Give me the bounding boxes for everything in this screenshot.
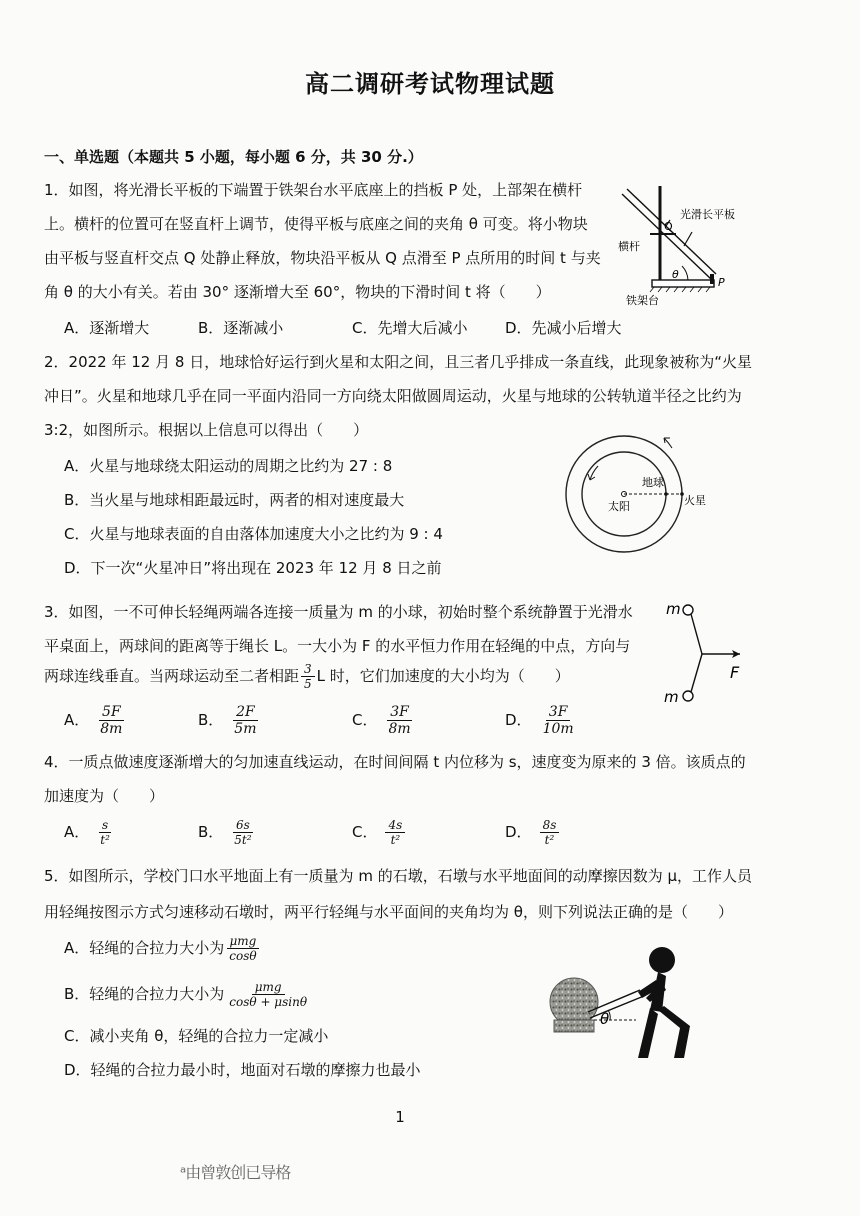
q1-option-c: C．先增大后减小 <box>352 319 468 337</box>
q3-b-num: 2F <box>233 704 258 721</box>
q3-option-c-label: C． <box>352 711 378 729</box>
q5-stone-figure <box>540 940 700 1064</box>
q4-option-b-frac <box>231 818 254 847</box>
q3-line-3-end: L 时，它们加速度的大小均为（ ） <box>316 667 570 685</box>
q5-option-b-text: B．轻绳的合拉力大小为 <box>64 985 225 1003</box>
q2-option-c: C．火星与地球表面的自由落体加速度大小之比约为 9 : 4 <box>64 525 443 543</box>
q5-option-b <box>64 980 310 1009</box>
q3-c-den: 8m <box>388 721 411 737</box>
q4-a-den: t² <box>100 833 110 847</box>
q4-option-d-frac <box>540 818 560 847</box>
page-number: 1 <box>395 1108 405 1126</box>
q2-mars-label: 火星 <box>684 494 706 507</box>
q1-theta-label: θ <box>672 268 679 281</box>
q4-option-a-frac <box>97 818 113 847</box>
q5-theta-label: θ <box>600 1010 610 1028</box>
q3-option-b-frac <box>231 704 259 737</box>
q3-f-label: F <box>730 663 740 682</box>
q5-option-c: C．减小夹角 θ，轻绳的合拉力一定减小 <box>64 1027 329 1045</box>
q1-line-3: 由平板与竖直杆交点 Q 处静止释放，物块沿平板从 Q 点滑至 P 点所用的时间 t 与夹 <box>44 249 601 267</box>
q3-three-fifths <box>301 662 315 691</box>
q2-option-b: B．当火星与地球相距最远时，两者的相对速度最大 <box>64 491 405 509</box>
q3-line-3 <box>44 662 570 691</box>
q5-option-a-frac <box>226 934 259 963</box>
q1-line-1: 1．如图，将光滑长平板的下端置于铁架台水平底座上的挡板 P 处，上部架在横杆 <box>44 181 583 199</box>
q5-a-num: μmg <box>227 934 260 949</box>
q5-b-den: cosθ + μsinθ <box>229 995 308 1009</box>
q2-option-d: D．下一次“火星冲日”将出现在 2023 年 12 月 8 日之前 <box>64 559 442 577</box>
q5-b-num: μmg <box>252 980 285 995</box>
q4-option-d <box>505 818 559 847</box>
q3-a-num: 5F <box>99 704 124 721</box>
q4-a-num: s <box>99 818 111 833</box>
q4-line-1: 4．一质点做速度逐渐增大的匀加速直线运动，在时间间隔 t 内位移为 s，速度变为原来的 3 倍。该质点的 <box>44 753 746 771</box>
q5-a-den: cosθ <box>229 949 257 963</box>
q3-b-den: 5m <box>234 721 257 737</box>
q3-a-den: 8m <box>100 721 123 737</box>
q2-orbit-figure <box>560 430 706 570</box>
q4-option-c-label: C． <box>352 823 378 841</box>
q3-m-bottom-label: m <box>664 688 679 706</box>
q3-frac-num: 3 <box>301 662 315 677</box>
q2-line-3: 3:2，如图所示。根据以上信息可以得出（ ） <box>44 421 369 439</box>
q1-p-label: P <box>718 276 725 289</box>
page-title: 高二调研考试物理试题 <box>305 70 555 98</box>
q4-c-den: t² <box>390 833 401 847</box>
q5-line-1: 5．如图所示，学校门口水平地面上有一质量为 m 的石墩，石墩与水平地面间的动摩擦因数为 μ，工作人员 <box>44 867 753 885</box>
q3-rope-figure <box>656 596 766 712</box>
q3-option-b-label: B． <box>198 711 224 729</box>
q3-option-a <box>64 704 125 737</box>
footer-watermark-text: ᵃ由曾敦创已导格 <box>180 1163 291 1182</box>
q4-option-b-label: B． <box>198 823 224 841</box>
q3-line-2: 平桌面上，两球间的距离等于绳长 L。一大小为 F 的水平恒力作用在轻绳的中点，方向与 <box>44 637 631 655</box>
q3-option-d <box>505 704 577 737</box>
q3-option-c <box>352 704 414 737</box>
q2-line-1: 2．2022 年 12 月 8 日，地球恰好运行到火星和太阳之间，且三者几乎排成一条直线，此现象被称为“火星 <box>44 353 752 371</box>
q4-option-c <box>352 818 405 847</box>
q3-line-3-start: 两球连线垂直。当两球运动至二者相距 <box>44 667 300 685</box>
q3-option-a-label: A． <box>64 711 90 729</box>
q2-option-a: A．火星与地球绕太阳运动的周期之比约为 27 : 8 <box>64 457 393 475</box>
q3-line-1: 3．如图，一不可伸长轻绳两端各连接一质量为 m 的小球，初始时整个系统静置于光滑水 <box>44 603 633 621</box>
q5-option-a-text: A．轻绳的合拉力大小为 <box>64 939 225 957</box>
q3-option-b <box>198 704 259 737</box>
q4-option-a <box>64 818 113 847</box>
q4-option-b <box>198 818 255 847</box>
q1-option-d: D．先减小后增大 <box>505 319 622 337</box>
q2-earth-label: 地球 <box>642 476 664 489</box>
q3-frac-den: 5 <box>304 677 312 691</box>
q1-line-4: 角 θ 的大小有关。若由 30° 逐渐增大至 60°，物块的下滑时间 t 将（ ） <box>44 283 551 301</box>
q1-option-b: B．逐渐减小 <box>198 319 284 337</box>
q4-b-den: 5t² <box>234 833 252 847</box>
q3-d-num: 3F <box>546 704 571 721</box>
q4-b-num: 6s <box>233 818 253 833</box>
q1-q-label: Q <box>664 220 673 233</box>
q2-line-2: 冲日”。火星和地球几乎在同一平面内沿同一方向绕太阳做圆周运动，火星与地球的公转轨道半径之比约为 <box>44 387 742 405</box>
q1-incline-figure <box>600 176 800 316</box>
q3-c-num: 3F <box>387 704 412 721</box>
section-heading: 一、单选题（本题共 5 小题，每小题 6 分，共 30 分.） <box>44 148 423 166</box>
q3-option-d-frac <box>540 704 577 737</box>
q4-option-c-frac <box>385 818 405 847</box>
q3-option-d-label: D． <box>505 711 532 729</box>
q3-option-a-frac <box>97 704 125 737</box>
q4-d-num: 8s <box>540 818 560 833</box>
q4-option-d-label: D． <box>505 823 532 841</box>
q4-line-2: 加速度为（ ） <box>44 787 165 805</box>
q5-option-a <box>64 934 260 963</box>
q1-bar-label: 横杆 <box>618 240 640 253</box>
q4-d-den: t² <box>544 833 555 847</box>
q1-line-2: 上。横杆的位置可在竖直杆上调节，使得平板与底座之间的夹角 θ 可变。将小物块 <box>44 215 588 233</box>
q2-sun-label: 太阳 <box>608 500 630 513</box>
q4-c-num: 4s <box>385 818 405 833</box>
q1-option-a: A．逐渐增大 <box>64 319 150 337</box>
q3-d-den: 10m <box>542 721 574 737</box>
q5-line-2: 用轻绳按图示方式匀速移动石墩时，两平行轻绳与水平面间的夹角均为 θ，则下列说法正确的是（ ） <box>44 903 733 921</box>
q3-m-top-label: m <box>666 600 681 618</box>
q5-option-b-frac <box>226 980 310 1009</box>
q3-option-c-frac <box>385 704 413 737</box>
q4-option-a-label: A． <box>64 823 90 841</box>
q1-stand-label: 铁架台 <box>626 294 659 307</box>
q1-board-label: 光滑长平板 <box>680 208 735 221</box>
q5-option-d: D．轻绳的合拉力最小时，地面对石墩的摩擦力也最小 <box>64 1061 421 1079</box>
